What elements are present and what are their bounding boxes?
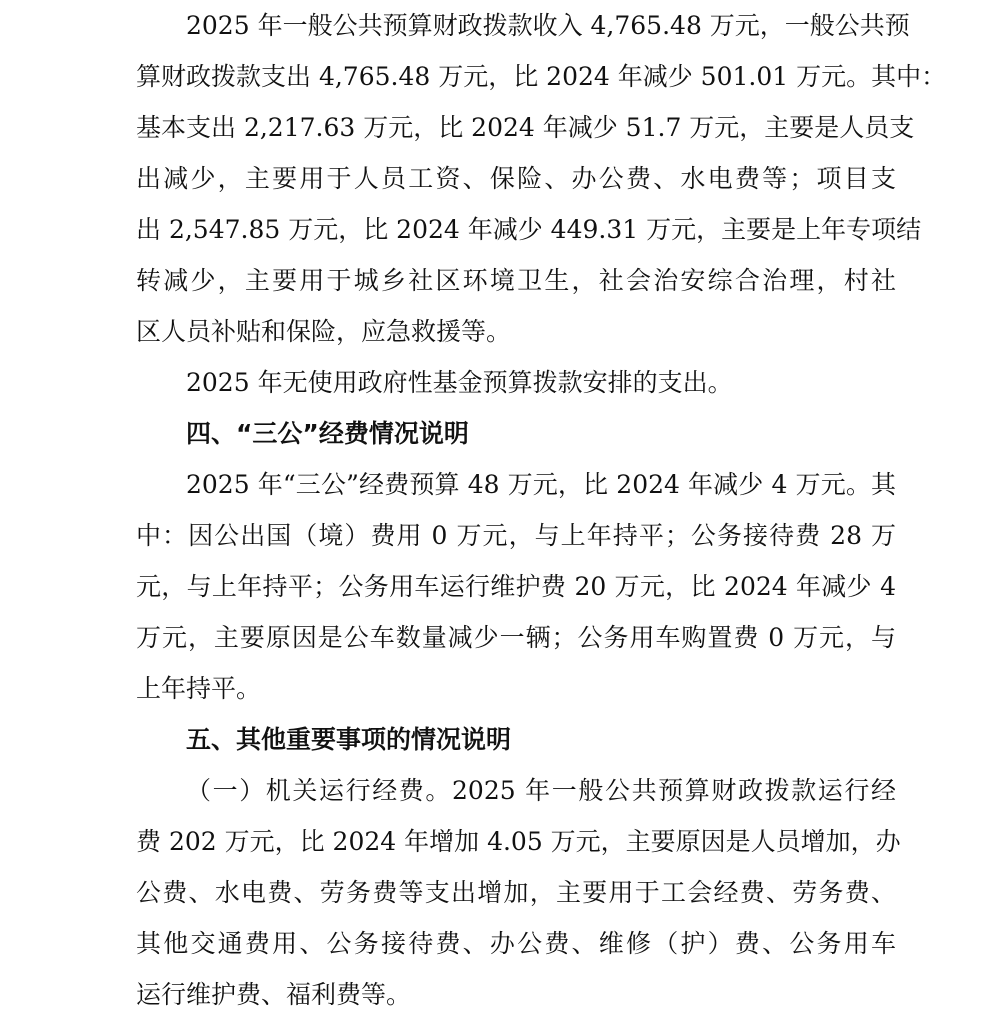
text-line: 费 202 万元，比 2024 年增加 4.05 万元，主要原因是人员增加，办 xyxy=(136,827,901,856)
paragraph-operating-expenses xyxy=(136,765,901,1020)
section-heading-other-matters: 五、其他重要事项的情况说明 xyxy=(186,725,512,754)
text-line: 算财政拨款支出 4,765.48 万元，比 2024 年减少 501.01 万元。其中： xyxy=(136,62,947,91)
section-heading-three-public: 四、“三公”经费情况说明 xyxy=(186,419,469,448)
text-line: 区人员补贴和保险，应急救援等。 xyxy=(136,317,512,346)
text-line: 出 2,547.85 万元，比 2024 年减少 449.31 万元，主要是上年专项结 xyxy=(136,215,922,244)
paragraph-three-public-expenses xyxy=(136,459,896,714)
text-line: 元，与上年持平；公务用车运行维护费 20 万元，比 2024 年减少 4 xyxy=(136,572,896,601)
paragraph-fund-budget xyxy=(136,357,896,408)
text-line: 2025 年一般公共预算财政拨款收入 4,765.48 万元，一般公共预 xyxy=(186,11,910,40)
text-line: 2025 年无使用政府性基金预算拨款安排的支出。 xyxy=(186,368,733,397)
text-line: 2025 年“三公”经费预算 48 万元，比 2024 年减少 4 万元。其 xyxy=(186,470,896,499)
text-line: 转减少，主要用于城乡社区环境卫生，社会治安综合治理，村社 xyxy=(136,266,896,295)
paragraph-budget-overview xyxy=(136,0,947,357)
text-line: 上年持平。 xyxy=(136,674,262,703)
text-line: 其他交通费用、公务接待费、办公费、维修（护）费、公务用车 xyxy=(136,929,896,958)
text-line: 运行维护费、福利费等。 xyxy=(136,980,412,1009)
text-line: 出减少，主要用于人员工资、保险、办公费、水电费等；项目支 xyxy=(136,164,896,193)
text-line: 万元，主要原因是公车数量减少一辆；公务用车购置费 0 万元，与 xyxy=(136,623,896,652)
text-line: 基本支出 2,217.63 万元，比 2024 年减少 51.7 万元，主要是人员支 xyxy=(136,113,915,142)
text-line: （一）机关运行经费。2025 年一般公共预算财政拨款运行经 xyxy=(186,776,896,805)
text-line: 中：因公出国（境）费用 0 万元，与上年持平；公务接待费 28 万 xyxy=(136,521,896,550)
text-line: 公费、水电费、劳务费等支出增加，主要用于工会经费、劳务费、 xyxy=(136,878,896,907)
document-page xyxy=(136,0,947,1020)
